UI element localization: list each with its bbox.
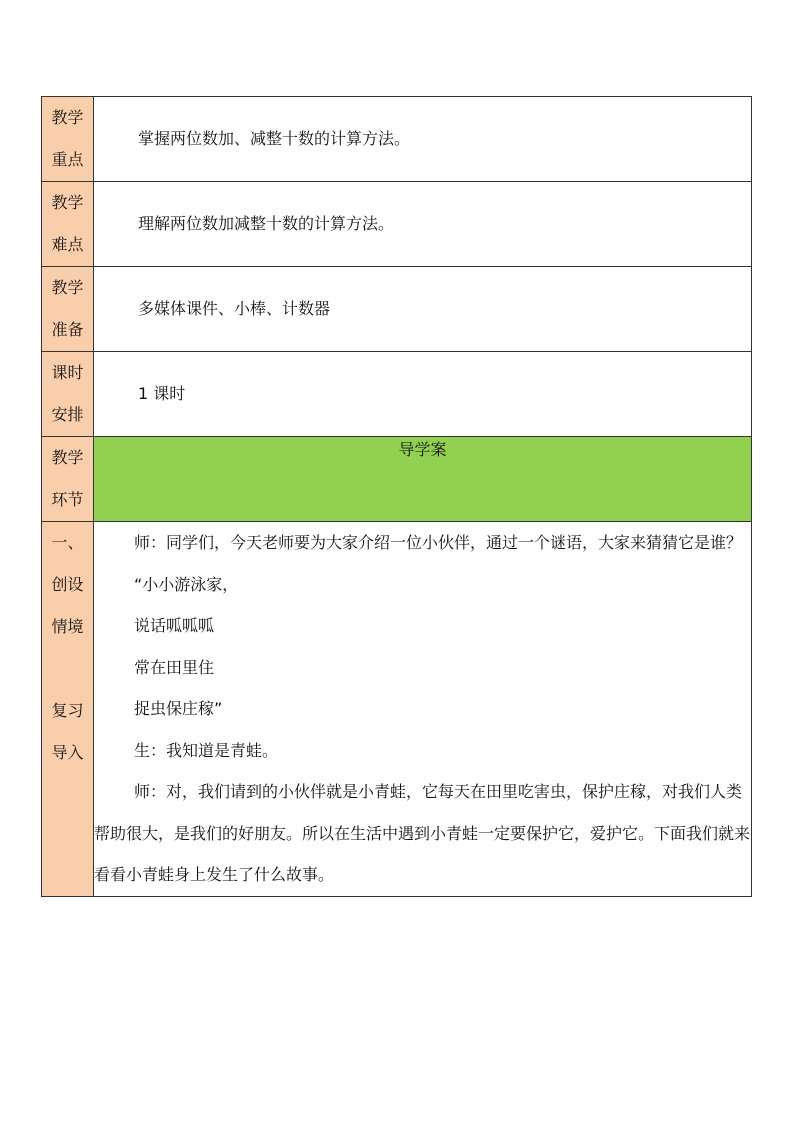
row-section-header: [42, 437, 752, 522]
section-title: 导学案: [94, 437, 752, 522]
row-difficulties: [42, 182, 752, 267]
row-intro: [42, 522, 752, 897]
content-difficulties: 理解两位数加减整十数的计算方法。: [94, 182, 752, 267]
row-key-points: [42, 97, 752, 182]
content-preparation: 多媒体课件、小棒、计数器: [94, 267, 752, 352]
label-intro: 一、 创设 情境 复习 导入: [42, 522, 94, 897]
label-key-points: 教学 重点: [42, 97, 94, 182]
riddle-line: 说话呱呱呱: [134, 616, 215, 635]
content-intro: [94, 522, 752, 897]
intro-paragraph: 师：同学们，今天老师要为大家介绍一位小伙伴，通过一个谜语，大家来猜猜它是谁？: [134, 533, 743, 552]
lesson-plan-table: [41, 96, 752, 897]
content-key-points: 掌握两位数加、减整十数的计算方法。: [94, 97, 752, 182]
riddle-line: “小小游泳家，: [134, 574, 239, 594]
label-difficulties: 教学 难点: [42, 182, 94, 267]
label-schedule: 课时 安排: [42, 352, 94, 437]
riddle-line: 常在田里住: [134, 657, 215, 677]
riddle-line: 捉虫保庄稼”: [134, 699, 223, 718]
row-preparation: [42, 267, 752, 352]
label-preparation: 教学 准备: [42, 267, 94, 352]
teacher-paragraph: 师：对，我们请到的小伙伴就是小青蛙，它每天在田里吃害虫，保护庄稼，对我们人类帮助很大，是我们的好朋友。所以在生活中遇到小青蛙一定要保护它，爱护它。下面我们就来看看小青蛙身上发生了什么故事。: [94, 782, 751, 884]
label-section: 教学 环节: [42, 437, 94, 522]
student-answer: 生：我知道是青蛙。: [134, 740, 279, 760]
content-schedule: 1 课时: [94, 352, 752, 437]
row-schedule: [42, 352, 752, 437]
